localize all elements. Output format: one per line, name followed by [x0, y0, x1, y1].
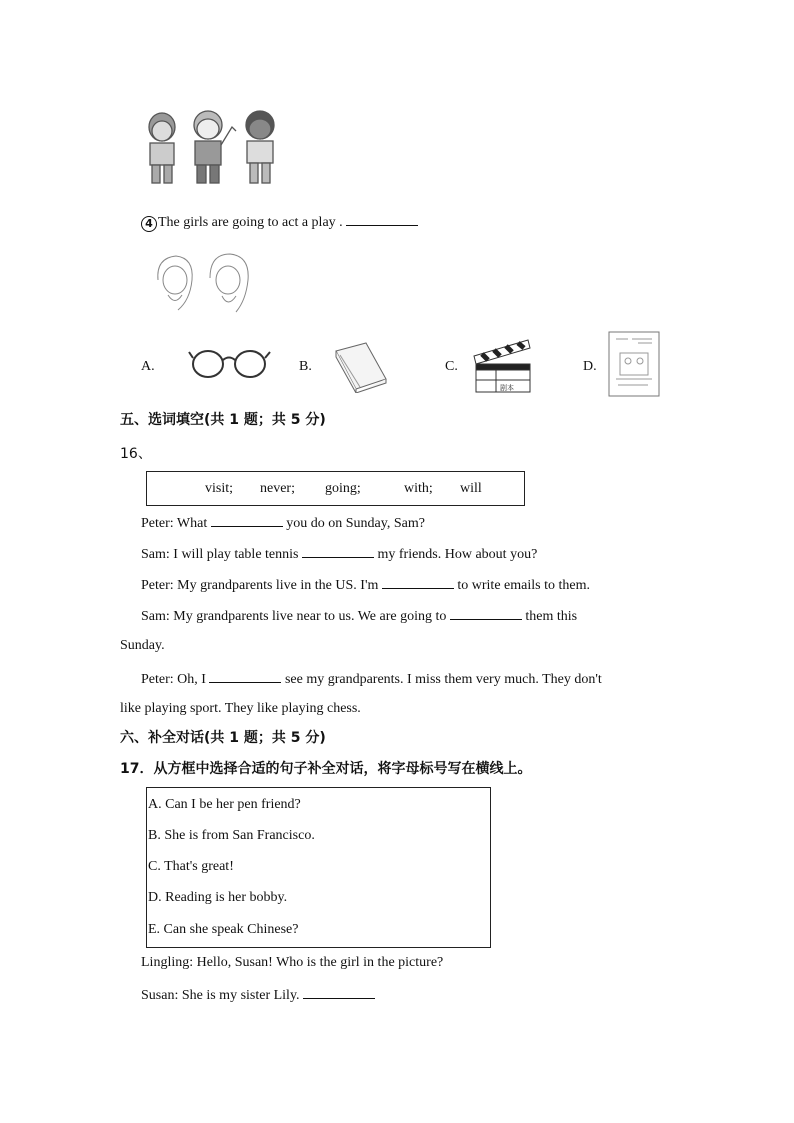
question-16-number: 16、 — [120, 446, 152, 462]
word-bank-item: will — [460, 481, 482, 496]
choice-e: E. Can she speak Chinese? — [148, 922, 299, 937]
answer-blank-4[interactable] — [346, 213, 418, 226]
option-a-label: A. — [141, 359, 155, 374]
option-d-label: D. — [583, 359, 597, 374]
dialog-17-line-1: Lingling: Hello, Susan! Who is the girl in the picture? — [141, 955, 444, 970]
dialog-line-5-cont: like playing sport. They like playing chess. — [120, 701, 361, 716]
book-icon[interactable] — [332, 341, 390, 393]
word-bank-item: going; — [325, 481, 361, 496]
three-boys-image — [140, 105, 285, 190]
dialog-line-5: Peter: Oh, I see my grandparents. I miss them very much. They don't — [141, 672, 602, 687]
dialog-line-4-cont: Sunday. — [120, 638, 165, 653]
dialog-line-1: Peter: What you do on Sunday, Sam? — [141, 516, 425, 531]
choice-d: D. Reading is her bobby. — [148, 890, 288, 905]
answer-blank[interactable] — [450, 607, 522, 620]
answer-blank[interactable] — [302, 545, 374, 558]
word-bank-item: never; — [260, 481, 295, 496]
choice-a: A. Can I be her pen friend? — [148, 797, 301, 812]
item-4-number: 4 — [141, 216, 157, 232]
item-4-sentence: 4 The girls are going to act a play . — [141, 213, 418, 232]
section-5-heading: 五、选词填空(共 1 题；共 5 分) — [120, 412, 326, 428]
dialog-line-2: Sam: I will play table tennis my friends. How about you? — [141, 547, 538, 562]
dialog-17-line-2: Susan: She is my sister Lily. — [141, 986, 375, 1004]
clapper-text: 剧本 — [500, 384, 514, 392]
clapperboard-icon[interactable] — [472, 334, 534, 396]
section-6-heading: 六、补全对话(共 1 题；共 5 分) — [120, 730, 326, 746]
choice-b: B. She is from San Francisco. — [148, 828, 315, 843]
answer-blank[interactable] — [209, 670, 281, 683]
option-b-label: B. — [299, 359, 312, 374]
word-bank — [205, 481, 482, 497]
two-girls-image — [148, 250, 258, 320]
word-bank-item: visit; — [205, 481, 234, 496]
answer-blank[interactable] — [303, 986, 375, 999]
answer-blank[interactable] — [211, 514, 283, 527]
dialog-line-3: Peter: My grandparents live in the US. I'm to write emails to them. — [141, 578, 590, 593]
answer-blank[interactable] — [382, 576, 454, 589]
question-17-prompt: 17．从方框中选择合适的句子补全对话，将字母标号写在横线上。 — [120, 761, 532, 777]
poster-icon[interactable] — [608, 331, 660, 397]
word-bank-item: with; — [404, 481, 433, 496]
dialog-line-4: Sam: My grandparents live near to us. We are going to them this — [141, 609, 578, 624]
glasses-icon[interactable] — [188, 344, 272, 384]
choice-c: C. That's great! — [148, 859, 234, 874]
option-c-label: C. — [445, 359, 458, 374]
